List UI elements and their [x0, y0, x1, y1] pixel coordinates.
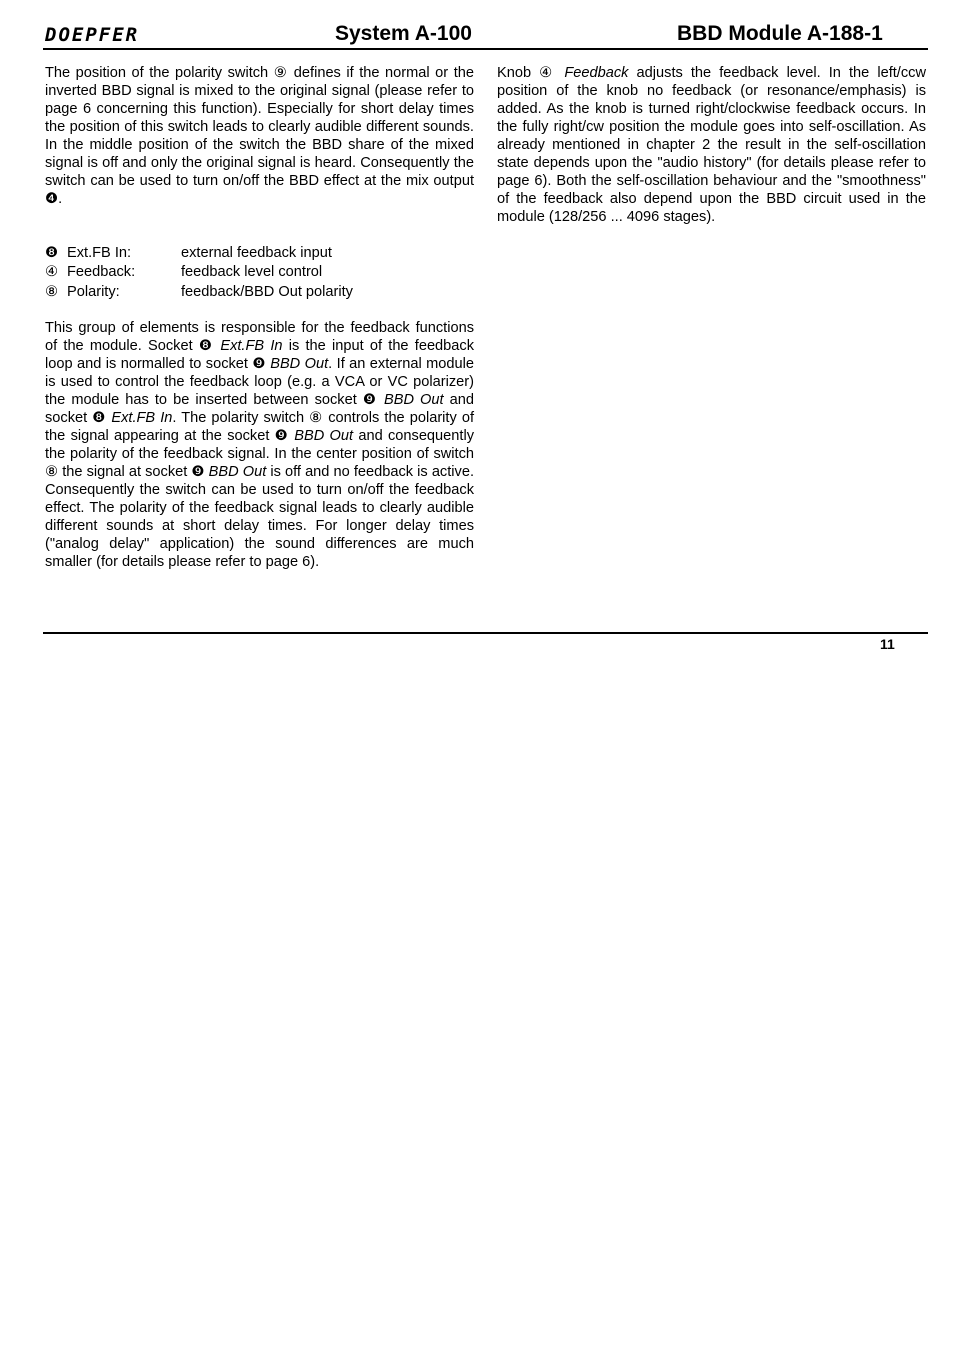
- text-run: . If an external module is used to control the feedback loop (e.g. a VCA or VC polarizer) the module has to be inserted between socket ❾: [45, 356, 474, 408]
- feedback-knob-paragraph: [497, 64, 926, 226]
- page-header: [43, 0, 928, 50]
- element-description: feedback level control: [181, 264, 323, 280]
- feedback-group-paragraph: [45, 319, 474, 571]
- italic-term: BBD Out: [270, 356, 329, 372]
- italic-term: Ext.FB In: [111, 410, 173, 426]
- italic-term: BBD Out: [383, 392, 444, 408]
- text-run: . The polarity switch ⑧ controls the polarity of the signal appearing at the socket ❾: [45, 410, 474, 444]
- italic-term: Feedback: [564, 65, 629, 81]
- text-run: and socket ❽: [45, 392, 474, 426]
- text-run: is off and no feedback is active. Consequently the switch can be used to turn on/off the feedback effect. The polarity of the feedback signal leads to clearly audible different sounds at short delay times. For longer delay times ("analog delay" application) the sound differences are much smaller (for details please refer to page 6).: [45, 464, 474, 570]
- element-name: Ext.FB In:: [67, 245, 132, 261]
- module-title: BBD Module A-188-1: [677, 22, 883, 45]
- element-name: Polarity:: [67, 284, 120, 300]
- element-list-item: [45, 283, 353, 301]
- page-number: 11: [880, 636, 895, 652]
- italic-term: BBD Out: [208, 464, 267, 480]
- italic-term: BBD Out: [294, 428, 354, 444]
- element-list-item: [45, 263, 322, 281]
- switch-8-symbol: ⑧: [45, 284, 59, 300]
- left-column-feedback: [45, 319, 474, 571]
- text-run: adjusts the feedback level. In the left/ccw position of the knob no feedback (or resonance/emphasis) is added. As the knob is turned right/clockwise feedback occurs. In the fully right/cw position the module goes into self-oscillation. As already mentioned in chapter 2 the result in the self-oscillation state depends upon the "audio history" (for details please refer to page 6). Both the self-oscillation behaviour and the "smoothness" of the feedback also depend upon the BBD circuit used in the module (128/256 ... 4096 stages).: [497, 65, 926, 225]
- footer-divider: [43, 632, 928, 634]
- doepfer-logo: DOEPFER: [45, 24, 140, 46]
- text-run: This group of elements is responsible for the feedback functions of the module. Socket ❽: [45, 320, 474, 354]
- element-list-item: [45, 244, 332, 262]
- text-run: and consequently the polarity of the feedback signal. In the center position of switch ⑧ the signal at socket ❾: [45, 428, 474, 480]
- element-name: Feedback:: [67, 264, 136, 280]
- element-description: external feedback input: [181, 245, 332, 261]
- italic-term: Ext.FB In: [220, 338, 283, 354]
- left-column-intro: [45, 64, 474, 208]
- knob-4-symbol: ④: [45, 264, 59, 280]
- element-description: feedback/BBD Out polarity: [181, 284, 353, 300]
- polarity-switch-paragraph: The position of the polarity switch ⑨ defines if the normal or the inverted BBD signal is mixed to the original signal (please refer to page 6 concerning this function). Especially for short delay times the position of this switch leads to clearly audible different sounds. In the middle position of the switch the BBD share of the mixed signal is off and only the original signal is heard. Consequently the switch can be used to turn on/off the BBD effect at the mix output ❹.: [45, 65, 474, 207]
- socket-8-symbol: ❽: [45, 245, 59, 261]
- system-title: System A-100: [335, 22, 472, 45]
- text-run: is the input of the feedback loop and is normalled to socket ❾: [45, 338, 475, 372]
- text-run: Knob ④: [497, 65, 565, 81]
- right-column: [497, 64, 926, 226]
